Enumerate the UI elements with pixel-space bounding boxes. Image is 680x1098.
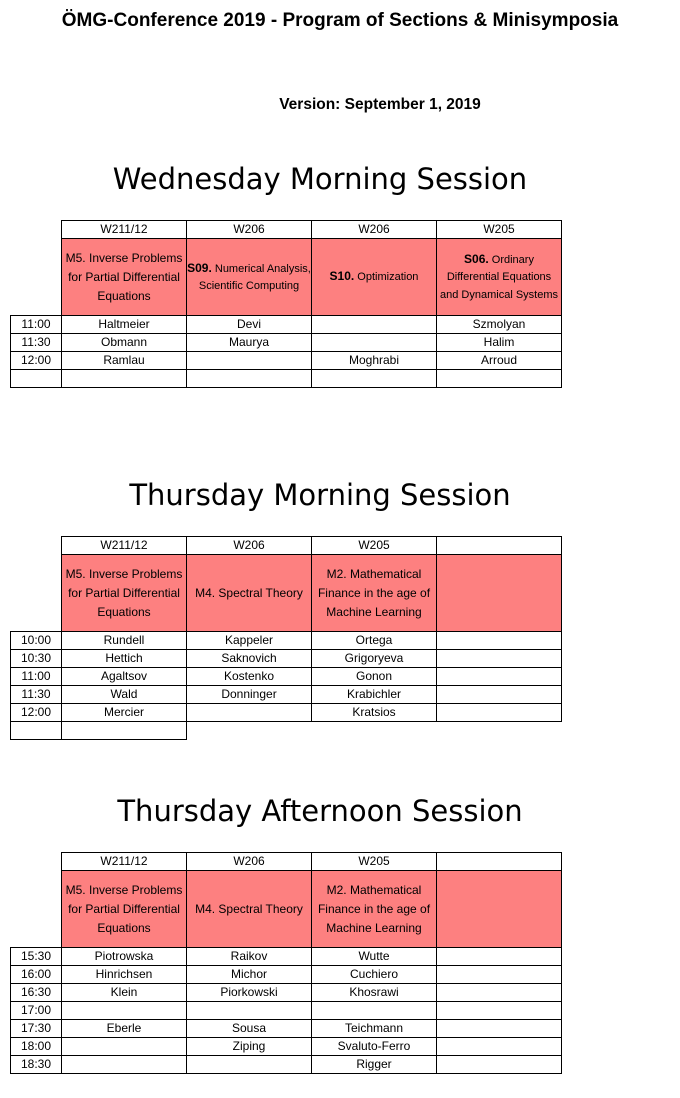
speaker-cell: Hinrichsen	[62, 966, 187, 984]
room-header: W205	[437, 221, 562, 239]
room-header: W206	[187, 853, 312, 871]
time-slot	[11, 370, 62, 388]
speaker-cell	[187, 352, 312, 370]
speaker-cell	[437, 1002, 562, 1020]
speaker-cell: Grigoryeva	[312, 650, 437, 668]
room-header: W206	[187, 221, 312, 239]
speaker-cell	[62, 370, 187, 388]
time-slot: 11:30	[11, 686, 62, 704]
table-row	[11, 632, 562, 650]
section-topic: M2. Mathematical Finance in the age of Machine Learning	[312, 871, 437, 948]
section-topic: M5. Inverse Problems for Partial Differential Equations	[62, 555, 187, 632]
speaker-cell	[437, 632, 562, 650]
room-header: W206	[187, 537, 312, 555]
schedule-table-thursday-morning	[10, 536, 562, 740]
speaker-cell	[187, 704, 312, 722]
table-row	[11, 722, 562, 740]
speaker-cell: Wald	[62, 686, 187, 704]
time-slot: 16:00	[11, 966, 62, 984]
speaker-cell: Arroud	[437, 352, 562, 370]
room-header: W206	[312, 221, 437, 239]
time-slot: 11:00	[11, 668, 62, 686]
room-header: W211/12	[62, 221, 187, 239]
section-topic	[437, 555, 562, 632]
speaker-cell	[437, 650, 562, 668]
speaker-cell	[187, 370, 312, 388]
section-topic	[437, 871, 562, 948]
schedule-table-thursday-afternoon	[10, 852, 562, 1074]
time-slot: 18:00	[11, 1038, 62, 1056]
speaker-cell: Eberle	[62, 1020, 187, 1038]
speaker-cell: Mercier	[62, 704, 187, 722]
table-row	[11, 966, 562, 984]
speaker-cell	[437, 370, 562, 388]
speaker-cell: Klein	[62, 984, 187, 1002]
table-row	[11, 334, 562, 352]
schedule-table-wednesday-morning	[10, 220, 562, 388]
speaker-cell	[437, 686, 562, 704]
speaker-cell: Donninger	[187, 686, 312, 704]
speaker-cell	[437, 1056, 562, 1074]
table-row	[11, 984, 562, 1002]
speaker-cell: Piotrowska	[62, 948, 187, 966]
speaker-cell	[437, 1038, 562, 1056]
speaker-cell	[62, 1038, 187, 1056]
table-row	[11, 1038, 562, 1056]
table-row	[11, 316, 562, 334]
speaker-cell: Cuchiero	[312, 966, 437, 984]
speaker-cell: Khosrawi	[312, 984, 437, 1002]
speaker-cell	[187, 1056, 312, 1074]
section-topic: S09. Numerical Analysis, Scientific Computing	[187, 239, 312, 316]
speaker-cell: Rigger	[312, 1056, 437, 1074]
speaker-cell: Gonon	[312, 668, 437, 686]
room-header: W205	[312, 853, 437, 871]
speaker-cell: Sousa	[187, 1020, 312, 1038]
speaker-cell: Ortega	[312, 632, 437, 650]
speaker-cell	[437, 966, 562, 984]
speaker-cell	[437, 1020, 562, 1038]
table-row	[11, 1020, 562, 1038]
speaker-cell: Hettich	[62, 650, 187, 668]
section-topic: S10. Optimization	[312, 239, 437, 316]
table-row	[11, 948, 562, 966]
speaker-cell	[437, 704, 562, 722]
speaker-cell: Devi	[187, 316, 312, 334]
table-row	[11, 668, 562, 686]
speaker-cell: Haltmeier	[62, 316, 187, 334]
time-slot: 11:30	[11, 334, 62, 352]
speaker-cell	[437, 948, 562, 966]
table-row	[11, 704, 562, 722]
speaker-cell: Halim	[437, 334, 562, 352]
time-slot: 16:30	[11, 984, 62, 1002]
speaker-cell	[62, 722, 187, 740]
document-title: ÖMG-Conference 2019 - Program of Sections & Minisymposia	[61, 10, 619, 31]
section-topic: M4. Spectral Theory	[187, 555, 312, 632]
speaker-cell: Michor	[187, 966, 312, 984]
speaker-cell: Raikov	[187, 948, 312, 966]
speaker-cell: Ziping	[187, 1038, 312, 1056]
speaker-cell	[312, 316, 437, 334]
speaker-cell: Wutte	[312, 948, 437, 966]
speaker-cell: Rundell	[62, 632, 187, 650]
speaker-cell	[312, 1002, 437, 1020]
table-row	[11, 650, 562, 668]
speaker-cell	[312, 370, 437, 388]
speaker-cell	[62, 1002, 187, 1020]
speaker-cell: Svaluto-Ferro	[312, 1038, 437, 1056]
time-slot: 10:00	[11, 632, 62, 650]
room-header	[437, 537, 562, 555]
speaker-cell: Kostenko	[187, 668, 312, 686]
time-slot	[11, 722, 62, 740]
speaker-cell: Saknovich	[187, 650, 312, 668]
room-header: W211/12	[62, 853, 187, 871]
session-title-wednesday-morning: Wednesday Morning Session	[112, 162, 528, 196]
speaker-cell	[437, 984, 562, 1002]
speaker-cell: Moghrabi	[312, 352, 437, 370]
speaker-cell: Piorkowski	[187, 984, 312, 1002]
room-header: W205	[312, 537, 437, 555]
version-label: Version: September 1, 2019	[279, 96, 481, 113]
time-slot: 11:00	[11, 316, 62, 334]
speaker-cell: Krabichler	[312, 686, 437, 704]
speaker-cell	[312, 334, 437, 352]
table-row	[11, 686, 562, 704]
table-row	[11, 352, 562, 370]
session-title-thursday-morning: Thursday Morning Session	[129, 478, 511, 512]
session-title-thursday-afternoon: Thursday Afternoon Session	[117, 794, 523, 828]
speaker-cell	[187, 1002, 312, 1020]
speaker-cell: Teichmann	[312, 1020, 437, 1038]
speaker-cell	[62, 1056, 187, 1074]
room-header: W211/12	[62, 537, 187, 555]
time-slot: 12:00	[11, 352, 62, 370]
speaker-cell: Obmann	[62, 334, 187, 352]
speaker-cell: Szmolyan	[437, 316, 562, 334]
speaker-cell: Kappeler	[187, 632, 312, 650]
time-slot: 17:30	[11, 1020, 62, 1038]
section-topic: M4. Spectral Theory	[187, 871, 312, 948]
section-topic: S06. Ordinary Differential Equations and Dynamical Systems	[437, 239, 562, 316]
time-slot: 10:30	[11, 650, 62, 668]
time-slot: 17:00	[11, 1002, 62, 1020]
time-slot: 18:30	[11, 1056, 62, 1074]
table-row	[11, 1002, 562, 1020]
speaker-cell: Ramlau	[62, 352, 187, 370]
speaker-cell: Kratsios	[312, 704, 437, 722]
section-topic: M2. Mathematical Finance in the age of Machine Learning	[312, 555, 437, 632]
table-row	[11, 1056, 562, 1074]
table-row	[11, 370, 562, 388]
room-header	[437, 853, 562, 871]
time-slot: 12:00	[11, 704, 62, 722]
speaker-cell: Maurya	[187, 334, 312, 352]
section-topic: M5. Inverse Problems for Partial Differential Equations	[62, 871, 187, 948]
section-topic: M5. Inverse Problems for Partial Differential Equations	[62, 239, 187, 316]
time-slot: 15:30	[11, 948, 62, 966]
speaker-cell	[437, 668, 562, 686]
speaker-cell: Agaltsov	[62, 668, 187, 686]
